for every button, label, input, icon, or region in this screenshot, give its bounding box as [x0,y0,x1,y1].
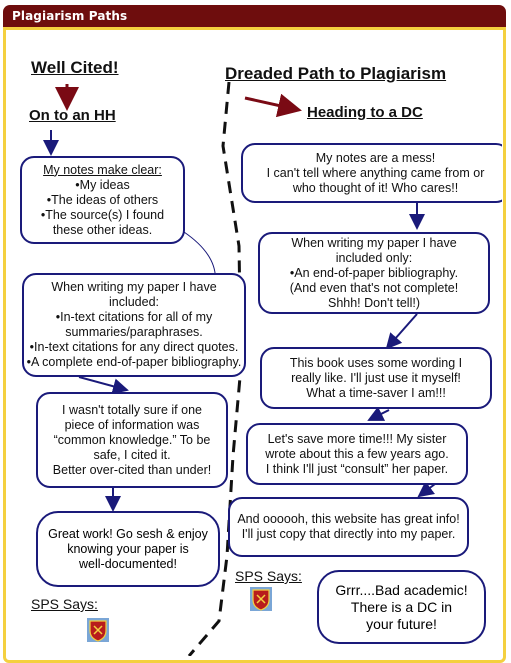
title-bar [3,5,506,27]
box-line: I wasn't totally sure if one [62,402,202,417]
box-line: piece of information was [64,417,200,432]
bubble-line: Grrr....Bad academic! [335,581,468,598]
arrow-left-3 [79,377,127,390]
right-box-bibliography-only [258,232,490,314]
box-line: •An end-of-paper bibliography. [289,265,459,280]
right-heading: Dreaded Path to Plagiarism [225,64,447,83]
right-box-book-wording [260,347,492,409]
left-subheading: On to an HH [29,107,116,124]
box-line: I think I'll just “consult” her paper. [265,461,449,476]
box-line: Shhh! Don't tell!) [327,295,421,310]
box-line: “common knowledge.” To be [53,432,211,447]
box-line: Better over-cited than under! [52,462,212,477]
box-line: •A complete end-of-paper bibliography. [26,355,242,369]
box-line: This book uses some wording I [289,355,463,370]
bubble-line: Great work! Go sesh & enjoy [48,526,208,541]
left-box-notes [20,156,185,244]
arrow-right-4 [419,484,435,496]
right-speech-bubble [317,570,486,644]
box-line: included only: [335,250,413,265]
box-line: I can't tell where anything came from or [266,165,485,180]
arrow-right-2 [387,314,417,348]
box-line: (And even that's not complete! [289,280,459,295]
page-title: Plagiarism Paths [12,9,128,23]
box-line: •My ideas [75,177,130,192]
box-line: wrote about this a few years ago. [265,446,449,461]
box-line: When writing my paper I have [51,280,217,294]
box-line: •In-text citations for all of my [55,310,213,324]
arrow-right-3 [369,410,389,420]
box-line: Let's save more time!!! My sister [267,431,447,446]
right-box-sister-paper [246,423,468,485]
right-box-website [228,497,469,557]
left-speech-bubble [36,511,220,587]
bubble-line: There is a DC in [350,598,453,615]
bubble-line: well-documented! [79,556,177,571]
left-box-common-knowledge [36,392,228,488]
shield-icon [87,618,109,642]
left-box-paper [22,273,246,377]
box-line: •In-text citations for any direct quotes. [29,340,239,354]
left-sps-label: SPS Says: [31,596,98,612]
box-line: My notes make clear: [43,162,162,177]
box-line: included: [108,295,160,309]
red-arrow-right [245,98,299,110]
bubble-line: knowing your paper is [67,541,189,556]
right-subheading: Heading to a DC [307,104,423,121]
box-line: My notes are a mess! [315,150,436,165]
bubble-line: your future! [366,615,437,632]
box-line: When writing my paper I have [291,235,457,250]
box-line: •The source(s) I found [40,207,165,222]
box-line: who thought of it! Who cares!! [292,180,459,195]
box-line: these other ideas. [52,222,153,237]
left-heading: Well Cited! [31,58,119,77]
box-line: And oooooh, this website has great info! [237,512,460,526]
box-line: really like. I'll just use it myself! [291,370,461,385]
box-line: safe, I cited it. [93,447,171,462]
box-line: What a time-saver I am!!! [306,385,446,400]
right-sps-label: SPS Says: [235,568,302,584]
box-line: I'll just copy that directly into my paper. [241,527,456,541]
box-line: •The ideas of others [46,192,159,207]
right-box-messy-notes [241,143,502,203]
box-line: summaries/paraphrases. [65,325,203,339]
shield-icon [250,587,272,611]
diagram-canvas [9,36,502,656]
